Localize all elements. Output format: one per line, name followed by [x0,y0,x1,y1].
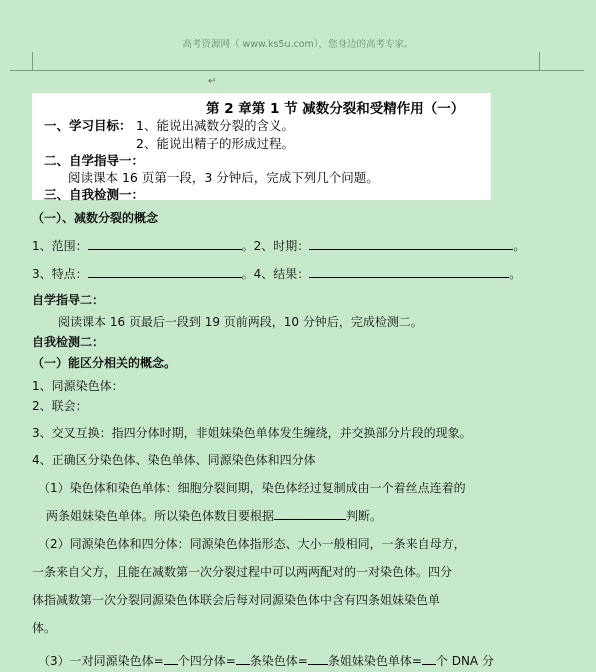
sub2-line3: 体指减数第一次分裂同源染色体联会后每对同源染色体中含有四条姐妹染色单 [32,593,441,607]
sub3-line [38,652,494,669]
q4-end: 。 [509,267,522,281]
item-3: 3、交叉互换：指四分体时期，非姐妹染色单体发生缠绕，并交换部分片段的现象。 [32,426,472,440]
sub2-line4: 体。 [32,621,57,635]
goal-2: 2、能说出精子的形成过程。 [136,136,294,151]
sub3-b: 个四分体= [177,654,236,668]
guide1-text: 阅读课本 16 页第一段，3 分钟后，完成下列几个问题。 [68,170,379,185]
paragraph-mark: ↵ [208,76,217,87]
goal-1: 1、能说出减数分裂的含义。 [136,118,294,133]
item-4: 4、正确区分染色体、染色单体、同源染色体和四分体 [32,453,316,467]
sub2-line1: （2）同源染色体和四分体：同源染色体指形态、大小一般相同，一条来自母方， [38,537,466,551]
guide1-label: 二、自学指导一： [44,153,145,168]
q4-label: 。4、结果： [241,267,310,281]
q2-end: 。 [513,239,526,253]
lesson-header-image [32,93,491,200]
sub3-blank-3[interactable] [308,653,328,665]
sub2-line2: 一条来自父方，且能在减数第一次分裂过程中可以两两配对的一对染色体。四分 [32,565,453,579]
lesson-title: 第 2 章第 1 节 减数分裂和受精作用（一） [206,101,465,117]
concept-heading: （一）、减数分裂的概念 [32,211,159,225]
q3-label: 3、特点： [32,267,88,281]
q1-label: 1、范围： [32,239,88,253]
q3-blank[interactable] [88,266,242,278]
sub3-blank-4[interactable] [422,653,436,665]
question-row-2 [32,265,521,282]
q4-blank[interactable] [309,266,509,278]
item-1: 1、同源染色体： [32,379,124,393]
check2-label: 自我检测二： [32,335,105,349]
question-row-1 [32,237,525,254]
header-divider [10,70,584,71]
goal-label: 一、学习目标： [44,118,132,133]
sub1-line1: （1）染色体和染色单体：细胞分裂间期，染色体经过复制成由一个着丝点连着的 [38,481,466,495]
sub3-blank-1[interactable] [164,653,178,665]
sub1-blank[interactable] [274,508,346,520]
margin-corner-right [539,52,540,70]
check2-heading: （一）能区分相关的概念。 [32,356,177,370]
sub1-line2-text: 两条姐妹染色单体。所以染色体数目要根据 [46,509,275,523]
page-header: 高考资源网（ www.ks5u.com），您身边的高考专家。 [182,39,414,50]
sub1-line2-end: 判断。 [346,509,383,523]
q2-blank[interactable] [309,238,513,250]
q2-label: 。2、时期： [241,239,310,253]
guide2-label: 自学指导二： [32,293,105,307]
sub1-line2 [46,507,382,524]
margin-corner-left [32,52,33,70]
item-2: 2、联会： [32,399,88,413]
sub3-c: 条染色体= [249,654,308,668]
sub3-e: 个 DNA 分 [435,654,494,668]
check1-label: 三、自我检测一： [44,187,145,202]
sub3-a: （3）一对同源染色体= [38,654,164,668]
q1-blank[interactable] [88,238,242,250]
sub3-blank-2[interactable] [236,653,250,665]
sub3-d: 条姐妹染色单体= [327,654,422,668]
guide2-text: 阅读课本 16 页最后一段到 19 页前两段，10 分钟后，完成检测二。 [58,315,423,329]
